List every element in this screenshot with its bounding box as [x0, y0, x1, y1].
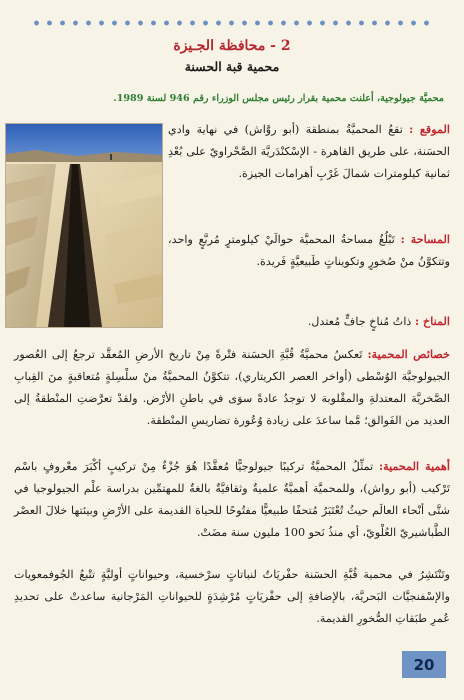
- climate-label: المناخ :: [414, 314, 450, 328]
- fossils-text: وتَنْتَشِرُ في محمية قُبَّةِ الحسَنة حفْريَاتٌ لنباتاتٍ سرْخسية، وحيواناتٍ أوليَّةٍ تتْبعُ الجُوفمعويات والإسْفنجيَّات البَحريَّة، بالإضافةِ إلى حفْريَاتٍ مُرْشِدَةٍ للحيواناتِ المَرْجانية ساعدتْ على تحديدِ عُمرِ طبَقاتِ الصُّخورِ القديمة.: [14, 568, 450, 625]
- fossils-paragraph: [14, 564, 450, 630]
- section-title: 2 - محافظة الجـيزة: [173, 38, 291, 54]
- area-text: تَبْلُغُ مساحةُ المحميَّة حوالَيْ كيلومترٍ مُربَّعٍ واحد، وتتكوَّنُ منْ صُخورٍ وتكويناتٍ طَبيعيَّةٍ فَريدة.: [168, 233, 450, 268]
- reserve-title: محمية قبة الحسنة: [184, 59, 280, 74]
- reserve-photo: [5, 123, 163, 328]
- characteristics-paragraph: [14, 343, 450, 432]
- characteristics-text: تَعكسُ محميَّةُ قُبَّةِ الحسَنة فتْرةً مِنْ تاريخ الأرضِ المُعقَّد ترجعُ إلى العُصور الجيولوجيَّة الوُسْطى (أواخر العصر الكريتاري)، تتكوَّنُ المحميَّةُ منْ سلْسِلةٍ مُتعاقبةٍ منَ القِبابِ الصَّخريَّة المعتدلةِ والمقْلوبة لا توجدُ عادةً سوَى في باطنِ الأرْض. ولقدْ تعرَّضتِ المنْطقةُ إلى العديد من الفَوالق؛ مَّما ساعدَ على زيادة وُعُورة تضاريسِ المنْطقة.: [14, 348, 450, 427]
- importance-paragraph: [14, 455, 450, 544]
- location-text: تقعُ المحميَّةُ بمنطقة (أبو روَّاش) في نهاية وادي الحسَنة، على طريق القاهرة - الإسْكنْدَريَّة الصَّحْراويّ على بُعْدِ ثمانية كيلومترات شمالَ غَرْبِ أهرامات الجيزة.: [168, 123, 450, 180]
- importance-text: تمثِّلُ المحميَّةُ تركيبًا جيولوجيًّا مُعقَّدًا هُوَ جُزْءٌ مِنْ تركيبٍ أكْبَرَ معْروفٍ باسْم تَرْكيب (أبو رواش)، وللمحميَّة أهميَّةٌ علميةٌ وثقافيَّةٌ بالغةٌ للمهتمِّين بدراسة علْم الجيولوجيا في شتَّى أنْحاء العالَم حيثُ تُعْتَبَرُ مُتحفًا طبيعيًّا مفتُوحًا للحياة القديمة على الأرْضِ وبيئتها خلالَ العصْر الطَّباشيريّ العُلْويّ، أي منذُ نَحو 100 مليون سنة مضَتْ.: [14, 460, 450, 539]
- characteristics-label: خصائص المحمية:: [367, 347, 450, 361]
- decree-line: محميَّة جيولوجية، أعلنت محمية بقرار رئيس مجلس الوزراء رقم 946 لسنة 1989.: [113, 93, 444, 104]
- climate-text: ذاتُ مُناخٍ جافٍّ مُعتدل.: [307, 315, 412, 328]
- page-heading: [0, 36, 464, 78]
- climate-paragraph: [168, 310, 450, 333]
- area-paragraph: [168, 228, 450, 273]
- page-number: 20: [402, 651, 446, 678]
- decorative-dot-border: [30, 19, 430, 27]
- importance-label: أهمية المحمية:: [378, 459, 450, 473]
- location-paragraph: [168, 118, 450, 185]
- area-label: المساحة :: [400, 232, 451, 246]
- location-label: الموقع :: [409, 122, 450, 136]
